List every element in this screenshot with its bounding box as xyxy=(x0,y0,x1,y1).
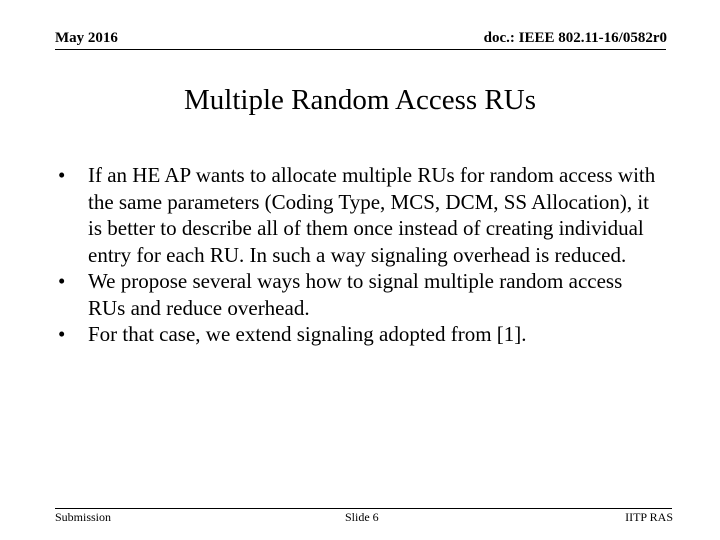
header-divider xyxy=(55,49,666,50)
header-date: May 2016 xyxy=(55,30,118,46)
bullet-marker: • xyxy=(58,163,66,187)
footer-submission: Submission xyxy=(55,510,112,524)
header-document-id: doc.: IEEE 802.11-16/0582r0 xyxy=(483,30,667,46)
footer-organization: IITP RAS xyxy=(625,510,673,524)
slide-title: Multiple Random Access RUs xyxy=(183,84,536,116)
bullet-text: If an HE AP wants to allocate multiple RUs for random access with the same parameters (Coding Type, MCS, DCM, SS Allocation), it is better to describe all of them once instead of creating individual entry for each RU. In such a way signaling overhead is reduced. xyxy=(88,163,656,267)
bullet-marker: • xyxy=(58,269,66,293)
bullet-marker: • xyxy=(58,322,66,346)
bullet-list xyxy=(58,162,658,348)
bullet-item xyxy=(58,268,658,321)
footer-slide-number: Slide 6 xyxy=(345,510,379,524)
bullet-text: We propose several ways how to signal multiple random access RUs and reduce overhead. xyxy=(88,269,623,320)
bullet-item xyxy=(58,162,658,268)
bullet-item xyxy=(58,321,658,348)
bullet-text: For that case, we extend signaling adopted from [1]. xyxy=(88,322,527,346)
footer-divider xyxy=(55,508,672,509)
